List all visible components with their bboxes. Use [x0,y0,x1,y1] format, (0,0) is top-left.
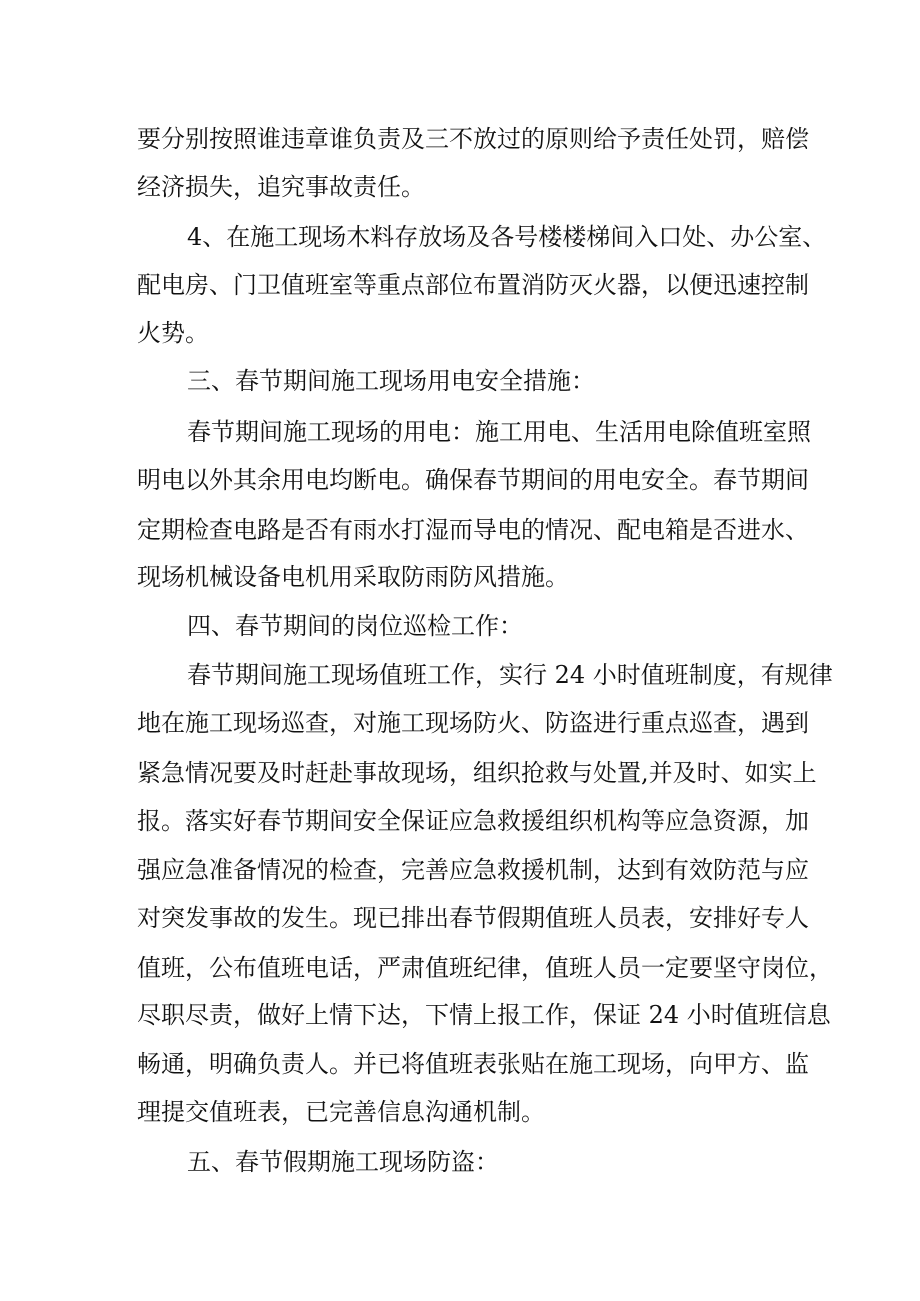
paragraph-line: 要分别按照谁违章谁负责及三不放过的原则给予责任处罚，赔偿 [137,125,809,153]
paragraph-line: 配电房、门卫值班室等重点部位布置消防灭火器，以便迅速控制 [137,271,809,299]
paragraph-line: 畅通，明确负责人。并已将值班表张贴在施工现场，向甲方、监 [137,1050,809,1078]
paragraph-line: 理提交值班表，已完善信息沟通机制。 [137,1098,545,1126]
section-heading: 四、春节期间的岗位巡检工作： [187,612,523,640]
paragraph-line: 火势。 [137,319,209,347]
paragraph-line: 强应急准备情况的检查，完善应急救援机制，达到有效防范与应 [137,856,809,884]
paragraph-line: 紧急情况要及时赶赴事故现场，组织抢救与处置,并及时、如实上 [137,759,817,787]
paragraph-line: 春节期间施工现场的用电：施工用电、生活用电除值班室照 [187,418,811,446]
paragraph-line: 尽职尽责，做好上情下达，下情上报工作，保证 24 小时值班信息 [137,1001,831,1029]
paragraph-line: 经济损失，追究事故责任。 [137,173,425,201]
section-heading: 三、春节期间施工现场用电安全措施： [187,367,595,395]
paragraph-line: 地在施工现场巡查，对施工现场防火、防盗进行重点巡查，遇到 [137,709,809,737]
paragraph-line: 定期检查电路是否有雨水打湿而导电的情况、配电箱是否进水、 [137,516,809,544]
paragraph-line: 明电以外其余用电均断电。确保春节期间的用电安全。春节期间 [137,466,809,494]
paragraph-line: 报。落实好春节期间安全保证应急救援组织机构等应急资源，加 [137,807,809,835]
paragraph-line: 春节期间施工现场值班工作，实行 24 小时值班制度，有规律 [187,661,833,689]
paragraph-line: 现场机械设备电机用采取防雨防风措施。 [137,563,569,591]
paragraph-line: 对突发事故的发生。现已排出春节假期值班人员表，安排好专人 [137,904,809,932]
paragraph-line: 值班，公布值班电话，严肃值班纪律，值班人员一定要坚守岗位， [137,954,833,982]
paragraph-line: 4、在施工现场木料存放场及各号楼楼梯间入口处、办公室、 [187,223,827,251]
section-heading: 五、春节假期施工现场防盗： [187,1148,499,1176]
